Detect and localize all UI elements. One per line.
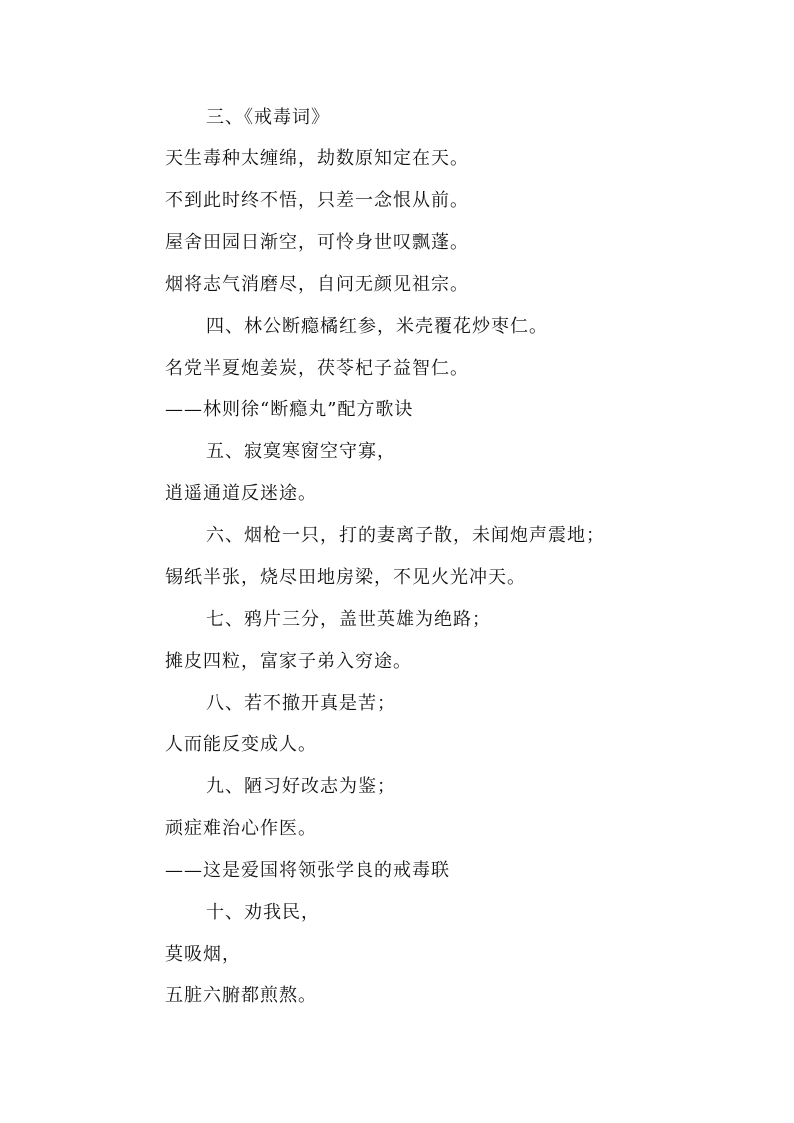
text-line: 摊皮四粒，富家子弟入穷途。 (165, 651, 412, 672)
text-line: 人而能反变成人。 (165, 734, 317, 755)
text-line: 屋舍田园日渐空，可怜身世叹飘蓬。 (165, 232, 469, 253)
text-line: 天生毒种太缠绵，劫数原知定在天。 (165, 148, 469, 169)
section-six-line: 六、烟枪一只，打的妻离子散，未闻炮声震地； (206, 525, 605, 546)
text-line: 烟将志气消磨尽，自问无颜见祖宗。 (165, 274, 469, 295)
section-nine-line: 九、陋习好改志为鉴； (206, 776, 396, 797)
text-line: 不到此时终不悟，只差一念恨从前。 (165, 190, 469, 211)
section-seven-line: 七、鸦片三分，盖世英雄为绝路； (206, 609, 491, 630)
section-three-title: 三、《戒毒词》 (206, 107, 330, 128)
section-four-line: 四、林公断瘾橘红参，米壳覆花炒枣仁。 (206, 316, 548, 337)
attribution-line: ——这是爱国将领张学良的戒毒联 (165, 860, 450, 881)
text-line: 莫吸烟， (165, 944, 241, 965)
text-line: 顽症难治心作医。 (165, 818, 317, 839)
section-eight-line: 八、若不撤开真是苦； (206, 693, 396, 714)
attribution-line: ——林则徐“断瘾丸”配方歌诀 (165, 399, 414, 420)
text-line: 名党半夏炮姜炭，茯苓杞子益智仁。 (165, 358, 469, 379)
text-line: 锡纸半张，烧尽田地房梁，不见火光冲天。 (165, 567, 526, 588)
text-line: 五脏六腑都煎熬。 (165, 985, 317, 1006)
section-five-line: 五、寂寞寒窗空守寡， (206, 441, 396, 462)
section-ten-line: 十、劝我民， (206, 902, 320, 923)
text-line: 逍遥通道反迷途。 (165, 483, 317, 504)
